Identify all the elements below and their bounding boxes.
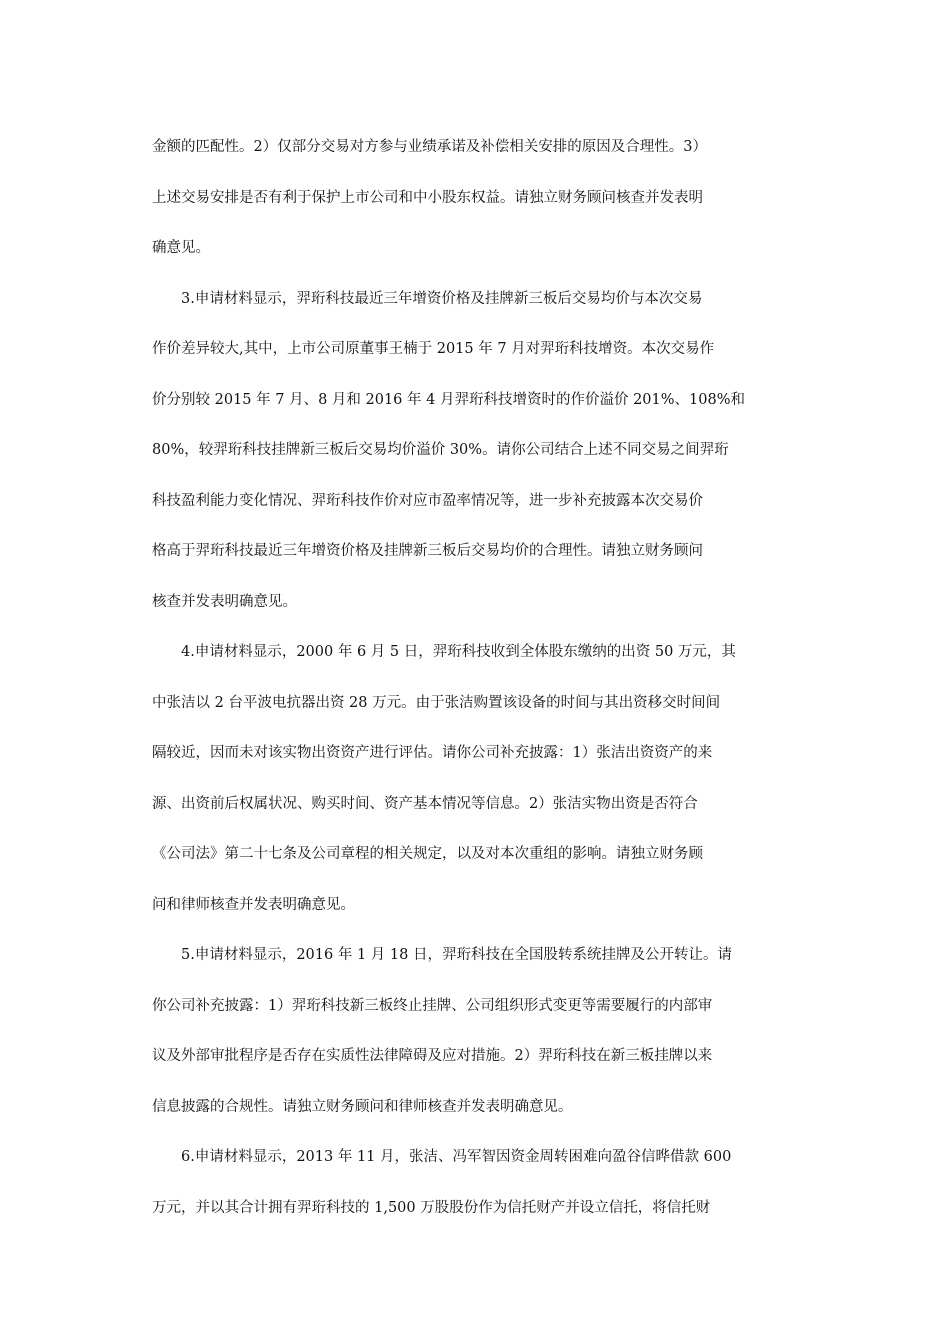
text-line: 中张洁以 2 台平波电抗器出资 28 万元。由于张洁购置该设备的时间与其出资移交时间间 <box>152 694 721 711</box>
text-line: 确意见。 <box>152 240 210 256</box>
text-line: 万元，并以其合计拥有羿珩科技的 1,500 万股股份作为信托财产并设立信托，将信托财 <box>152 1199 711 1216</box>
text-line: 科技盈利能力变化情况、羿珩科技作价对应市盈率情况等，进一步补充披露本次交易价 <box>152 492 703 509</box>
text-line: 核查并发表明确意见。 <box>152 593 297 610</box>
text-line: 源、出资前后权属状况、购买时间、资产基本情况等信息。2）张洁实物出资是否符合 <box>152 795 698 812</box>
text-line: 金额的匹配性。2）仅部分交易对方参与业绩承诺及补偿相关安排的原因及合理性。3） <box>152 139 707 155</box>
text-line: 5.申请材料显示，2016 年 1 月 18 日，羿珩科技在全国股转系统挂牌及公开转让。请 <box>181 947 732 963</box>
text-line: 格高于羿珩科技最近三年增资价格及挂牌新三板后交易均价的合理性。请独立财务顾问 <box>152 543 703 559</box>
text-line: 信息披露的合规性。请独立财务顾问和律师核查并发表明确意见。 <box>152 1098 573 1115</box>
paragraph-item-4 <box>152 627 802 930</box>
text-line: 价分别较 2015 年 7 月、8 月和 2016 年 4 月羿珩科技增资时的作价溢价 201%、108%和 <box>152 391 745 408</box>
text-line: 3.申请材料显示，羿珩科技最近三年增资价格及挂牌新三板后交易均价与本次交易 <box>181 290 703 307</box>
text-line: 作价差异较大,其中，上市公司原董事王楠于 2015 年 7 月对羿珩科技增资。本次交易作 <box>152 341 715 357</box>
text-line: 6.申请材料显示，2013 年 11 月，张洁、冯军智因资金周转困难向盈谷信晔借款 600 <box>181 1149 732 1165</box>
paragraph-item-3 <box>152 274 802 628</box>
paragraph-item-5 <box>152 930 802 1132</box>
text-line: 上述交易安排是否有利于保护上市公司和中小股东权益。请独立财务顾问核查并发表明 <box>152 189 703 206</box>
text-line: 《公司法》第二十七条及公司章程的相关规定，以及对本次重组的影响。请独立财务顾 <box>152 846 703 862</box>
text-line: 议及外部审批程序是否存在实质性法律障碍及应对措施。2）羿珩科技在新三板挂牌以来 <box>152 1048 713 1064</box>
text-line: 隔较近，因而未对该实物出资资产进行评估。请你公司补充披露：1）张洁出资资产的来 <box>152 745 713 761</box>
text-line: 你公司补充披露：1）羿珩科技新三板终止挂牌、公司组织形式变更等需要履行的内部审 <box>152 997 713 1014</box>
text-line: 4.申请材料显示，2000 年 6 月 5 日，羿珩科技收到全体股东缴纳的出资 50 万元，其 <box>181 644 736 660</box>
paragraph-item-6 <box>152 1132 802 1233</box>
document-body <box>152 122 802 1233</box>
text-line: 问和律师核查并发表明确意见。 <box>152 896 355 913</box>
paragraph-continued <box>152 122 802 274</box>
text-line: 80%，较羿珩科技挂牌新三板后交易均价溢价 30%。请你公司结合上述不同交易之间羿珩 <box>152 442 729 458</box>
